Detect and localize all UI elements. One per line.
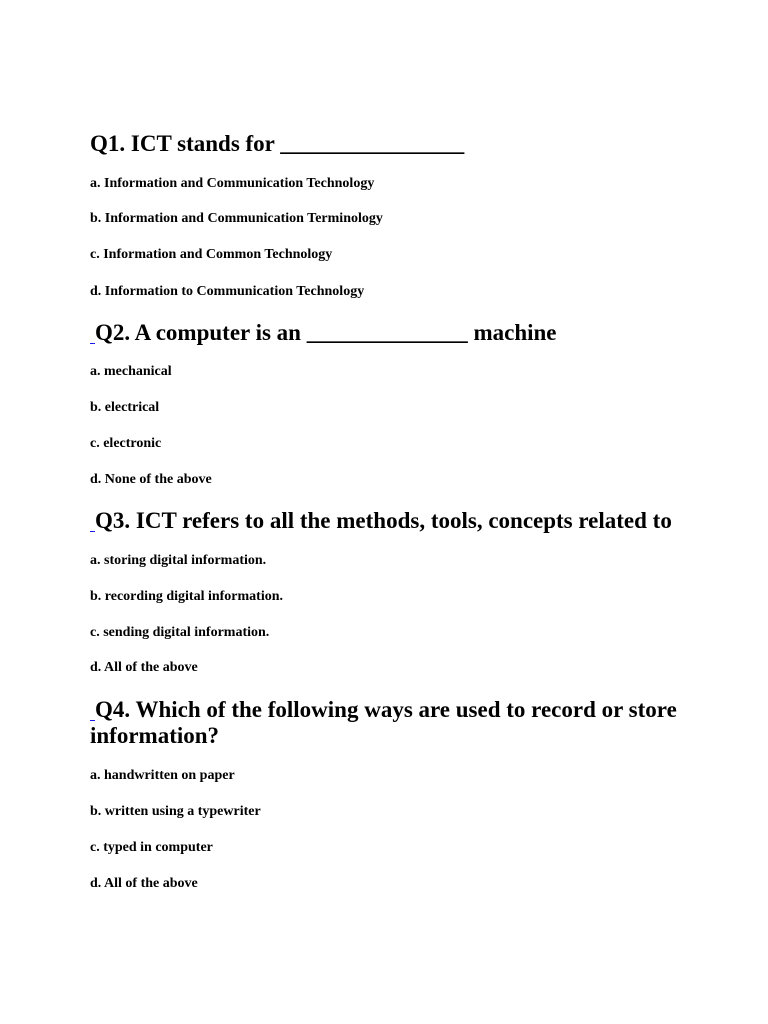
question-2-option-d: d. None of the above	[90, 472, 212, 487]
question-1-option-d: d. Information to Communication Technology	[90, 284, 365, 299]
question-1-heading: Q1. ICT stands for ________________	[90, 131, 465, 156]
question-3-option-a: a. storing digital information.	[90, 553, 267, 568]
question-2-heading: Q2. A computer is an ______________ machine	[95, 320, 557, 345]
question-4-option-b: b. written using a typewriter	[90, 804, 261, 819]
question-1-option-a: a. Information and Communication Technology	[90, 176, 375, 191]
question-3-heading: Q3. ICT refers to all the methods, tools, concepts related to	[95, 508, 672, 533]
question-2-option-a: a. mechanical	[90, 364, 172, 379]
question-1-option-b: b. Information and Communication Terminology	[90, 211, 383, 226]
question-1-option-c: c. Information and Common Technology	[90, 247, 333, 262]
question-4-option-c: c. typed in computer	[90, 840, 213, 855]
question-3-option-c: c. sending digital information.	[90, 625, 270, 640]
question-2-option-c: c. electronic	[90, 436, 162, 451]
question-4-option-d: d. All of the above	[90, 876, 198, 891]
question-4-heading: Q4. Which of the following ways are used to record or store information?	[90, 697, 677, 748]
question-3-option-d: d. All of the above	[90, 660, 198, 675]
question-3-option-b: b. recording digital information.	[90, 589, 284, 604]
question-4-option-a: a. handwritten on paper	[90, 768, 235, 783]
question-2-option-b: b. electrical	[90, 400, 160, 415]
